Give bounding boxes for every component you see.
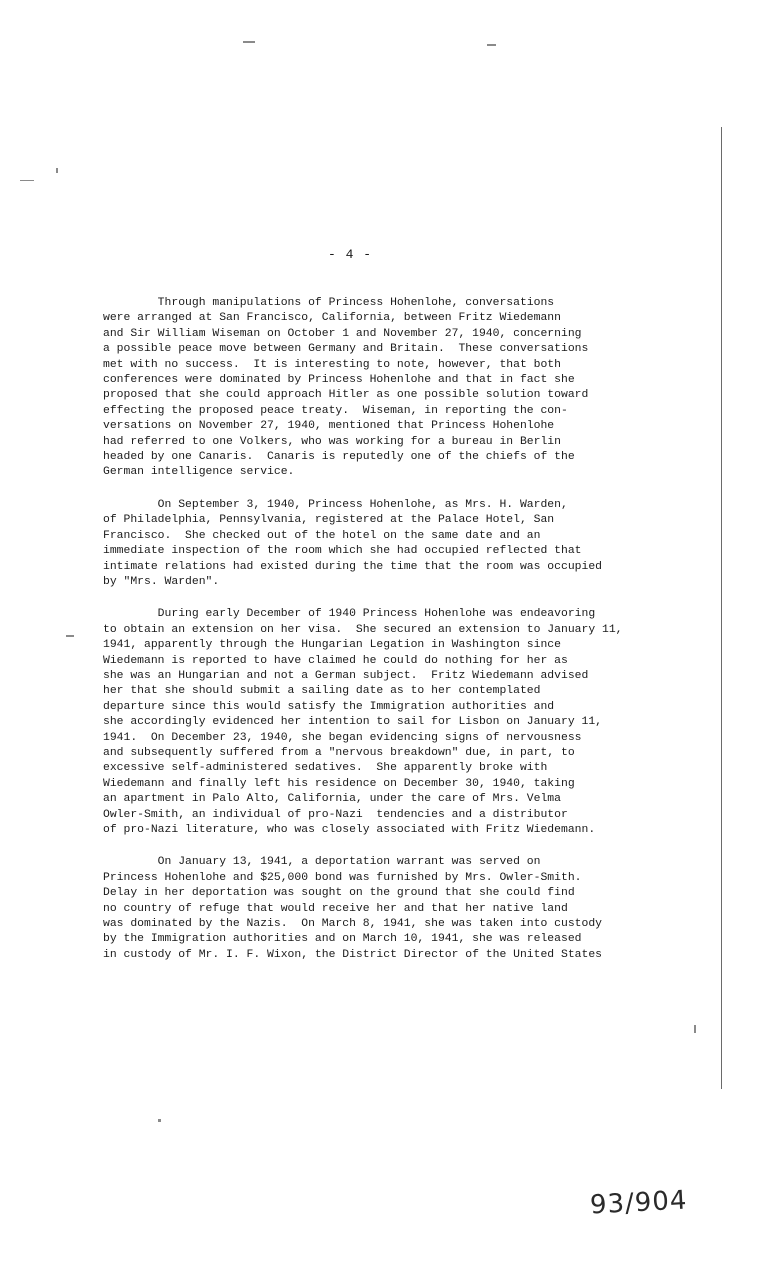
text-line: and subsequently suffered from a "nervous breakdown" due, in part, to [103,746,575,759]
text-line: headed by one Canaris. Canaris is reputedly one of the chiefs of the [103,451,575,464]
text-line: Francisco. She checked out of the hotel on the same date and an [103,529,541,542]
text-line: intimate relations had existed during the time that the room was occupied [103,560,602,573]
scan-mark [20,180,34,181]
text-line: versations on November 27, 1940, mentioned that Princess Hohenlohe [103,420,555,433]
document-body [103,296,663,980]
text-line: were arranged at San Francisco, California, between Fritz Wiedemann [103,312,561,325]
paragraph [103,498,663,590]
text-line: departure since this would satisfy the Immigration authorities and [103,700,555,713]
scan-mark [56,168,58,173]
text-line: to obtain an extension on her visa. She secured an extension to January 11, [103,623,623,636]
text-line: a possible peace move between Germany and Britain. These conversations [103,343,589,356]
scan-mark [66,635,74,637]
text-line: Owler-Smith, an individual of pro-Nazi tendencies and a distributor [103,808,568,821]
text-line: Princess Hohenlohe and $25,000 bond was furnished by Mrs. Owler-Smith. [103,871,582,884]
text-line: in custody of Mr. I. F. Wixon, the District Director of the United States [103,948,602,961]
text-line: excessive self-administered sedatives. She apparently broke with [103,762,548,775]
text-line: no country of refuge that would receive her and that her native land [103,902,568,915]
text-line: and Sir William Wiseman on October 1 and November 27, 1940, concerning [103,327,582,340]
text-line: was dominated by the Nazis. On March 8, 1941, she was taken into custody [103,918,602,931]
text-line: of Philadelphia, Pennsylvania, registered at the Palace Hotel, San [103,514,555,527]
paragraph [103,855,663,963]
text-line: conferences were dominated by Princess Hohenlohe and that in fact she [103,374,575,387]
text-line: On September 3, 1940, Princess Hohenlohe, as Mrs. H. Warden, [103,498,568,511]
text-line: her that she should submit a sailing date as to her contemplated [103,685,541,698]
text-line: German intelligence service. [103,466,295,479]
paragraph [103,296,663,481]
text-line: 1941, apparently through the Hungarian Legation in Washington since [103,639,561,652]
text-line: she was an Hungarian and not a German subject. Fritz Wiedemann advised [103,669,589,682]
page-number: - 4 - [327,247,372,262]
handwritten-annotation: 93/904 [589,1185,689,1221]
paragraph [103,607,663,838]
scan-mark [158,1119,161,1122]
text-line: 1941. On December 23, 1940, she began evidencing signs of nervousness [103,731,582,744]
text-line: During early December of 1940 Princess Hohenlohe was endeavoring [103,608,596,621]
scan-mark [694,1025,696,1033]
text-line: immediate inspection of the room which she had occupied reflected that [103,545,582,558]
text-line: had referred to one Volkers, who was working for a bureau in Berlin [103,435,561,448]
text-line: proposed that she could approach Hitler as one possible solution toward [103,389,589,402]
text-line: Delay in her deportation was sought on the ground that she could find [103,887,575,900]
scan-mark [487,44,496,46]
text-line: Wiedemann is reported to have claimed he could do nothing for her as [103,654,568,667]
text-line: she accordingly evidenced her intention to sail for Lisbon on January 11, [103,716,602,729]
text-line: by "Mrs. Warden". [103,575,220,588]
text-line: On January 13, 1941, a deportation warrant was served on [103,856,541,869]
text-line: effecting the proposed peace treaty. Wiseman, in reporting the con- [103,404,568,417]
margin-rule [721,127,722,1089]
text-line: by the Immigration authorities and on March 10, 1941, she was released [103,933,582,946]
scan-mark [243,41,255,43]
text-line: an apartment in Palo Alto, California, under the care of Mrs. Velma [103,793,561,806]
text-line: of pro-Nazi literature, who was closely associated with Fritz Wiedemann. [103,824,596,836]
text-line: Through manipulations of Princess Hohenlohe, conversations [103,297,555,309]
text-line: met with no success. It is interesting to note, however, that both [103,358,561,371]
text-line: Wiedemann and finally left his residence on December 30, 1940, taking [103,777,575,790]
